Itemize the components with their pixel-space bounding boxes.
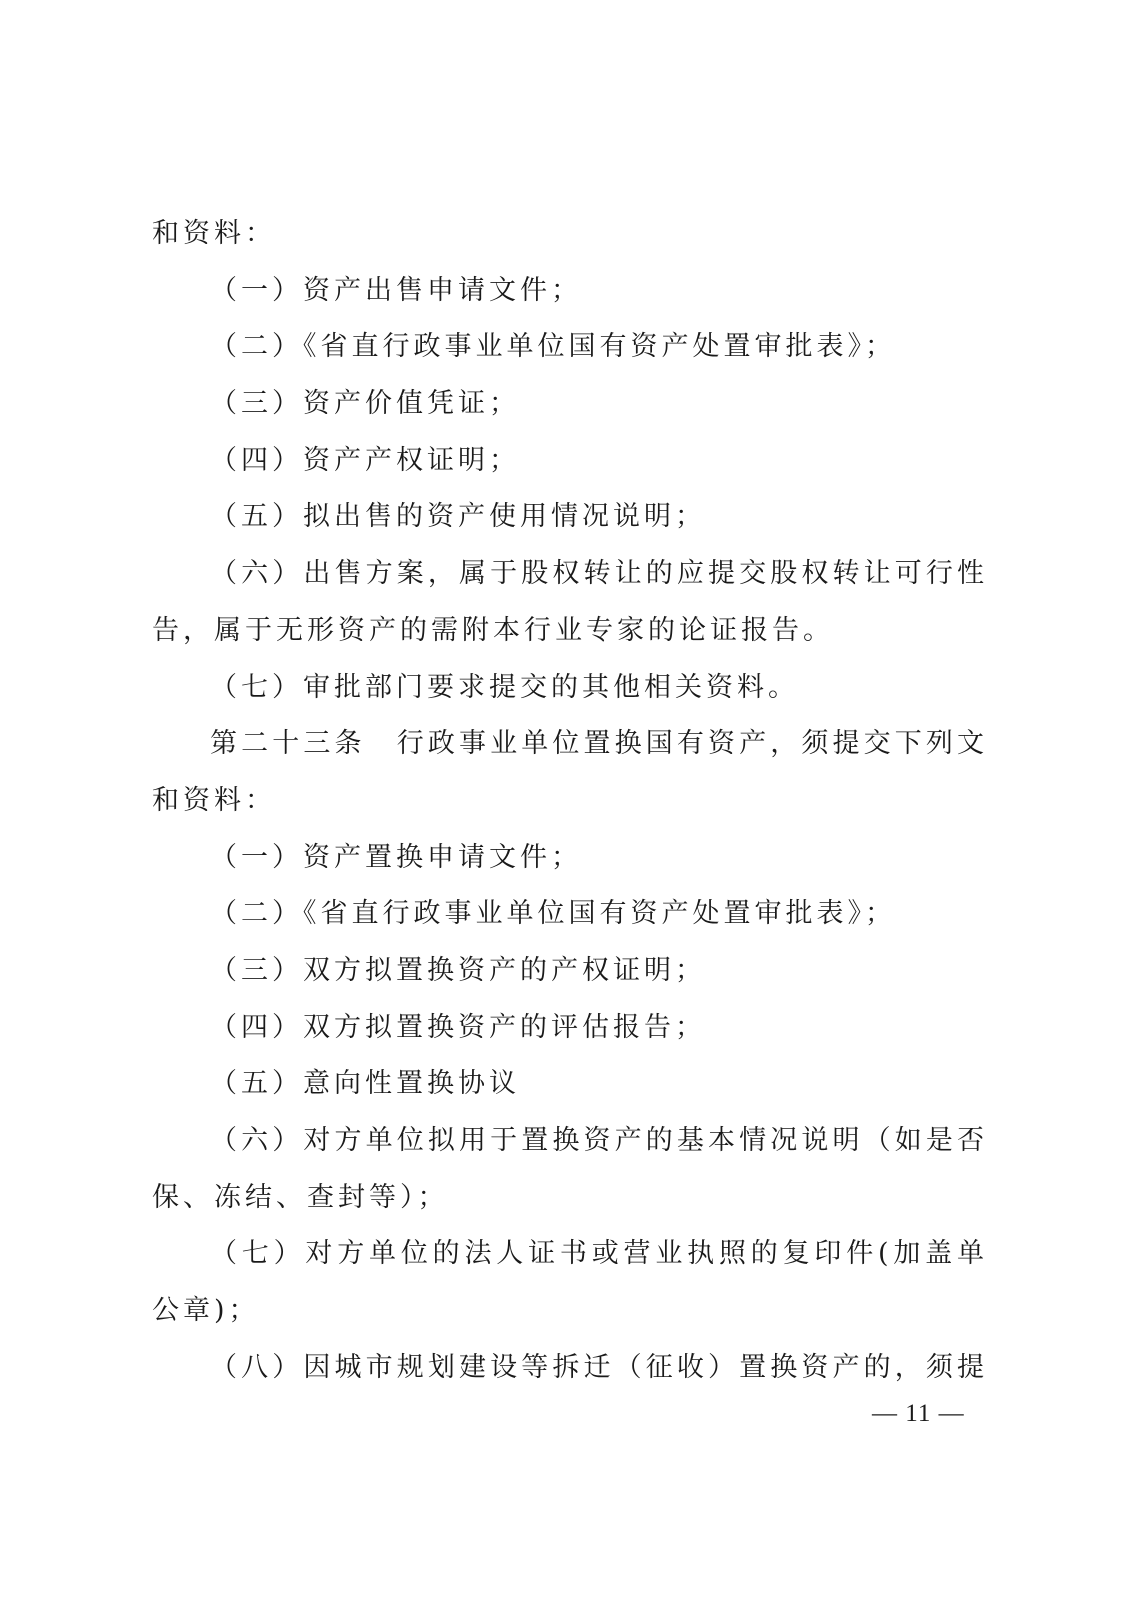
list-item-swap-8: （八）因城市规划建设等拆迁（征收）置换资产的，须提	[210, 1351, 988, 1383]
list-item-swap-6: （六）对方单位拟用于置换资产的基本情况说明（如是否	[210, 1125, 988, 1156]
list-item-swap-7: （七）对方单位的法人证书或营业执照的复印件(加盖单	[210, 1238, 988, 1270]
document-body	[152, 206, 988, 1396]
list-item-sale-7: （七）审批部门要求提交的其他相关资料。	[210, 671, 799, 703]
article-23-heading: 第二十三条 行政事业单位置换国有资产，须提交下列文	[210, 728, 988, 760]
list-item-sale-6: （六）出售方案，属于股权转让的应提交股权转让可行性	[210, 558, 988, 590]
article-23-continued: 和资料：	[152, 784, 276, 816]
list-item-sale-1: （一）资产出售申请文件；	[210, 274, 582, 306]
list-item-sale-5: （五）拟出售的资产使用情况说明；	[210, 501, 706, 533]
list-item-swap-4: （四）双方拟置换资产的评估报告；	[210, 1011, 706, 1043]
list-item-sale-3: （三）资产价值凭证；	[210, 388, 520, 420]
list-item-swap-1: （一）资产置换申请文件；	[210, 841, 582, 873]
list-item-sale-2: （二）《省直行政事业单位国有资产处置审批表》；	[210, 331, 896, 363]
list-item-swap-6-continued: 保、冻结、查封等）；	[152, 1181, 449, 1213]
list-item-sale-4: （四）资产产权证明；	[210, 444, 520, 476]
list-item-swap-2: （二）《省直行政事业单位国有资产处置审批表》；	[210, 898, 896, 930]
list-item-swap-5: （五）意向性置换协议	[210, 1068, 520, 1100]
list-item-swap-3: （三）双方拟置换资产的产权证明；	[210, 954, 706, 986]
list-item-sale-6-continued: 告，属于无形资产的需附本行业专家的论证报告。	[152, 614, 834, 646]
page-number: — 11 —	[872, 1400, 965, 1427]
text-line-continuation: 和资料：	[152, 218, 276, 249]
list-item-swap-7-continued: 公章)；	[152, 1295, 260, 1327]
